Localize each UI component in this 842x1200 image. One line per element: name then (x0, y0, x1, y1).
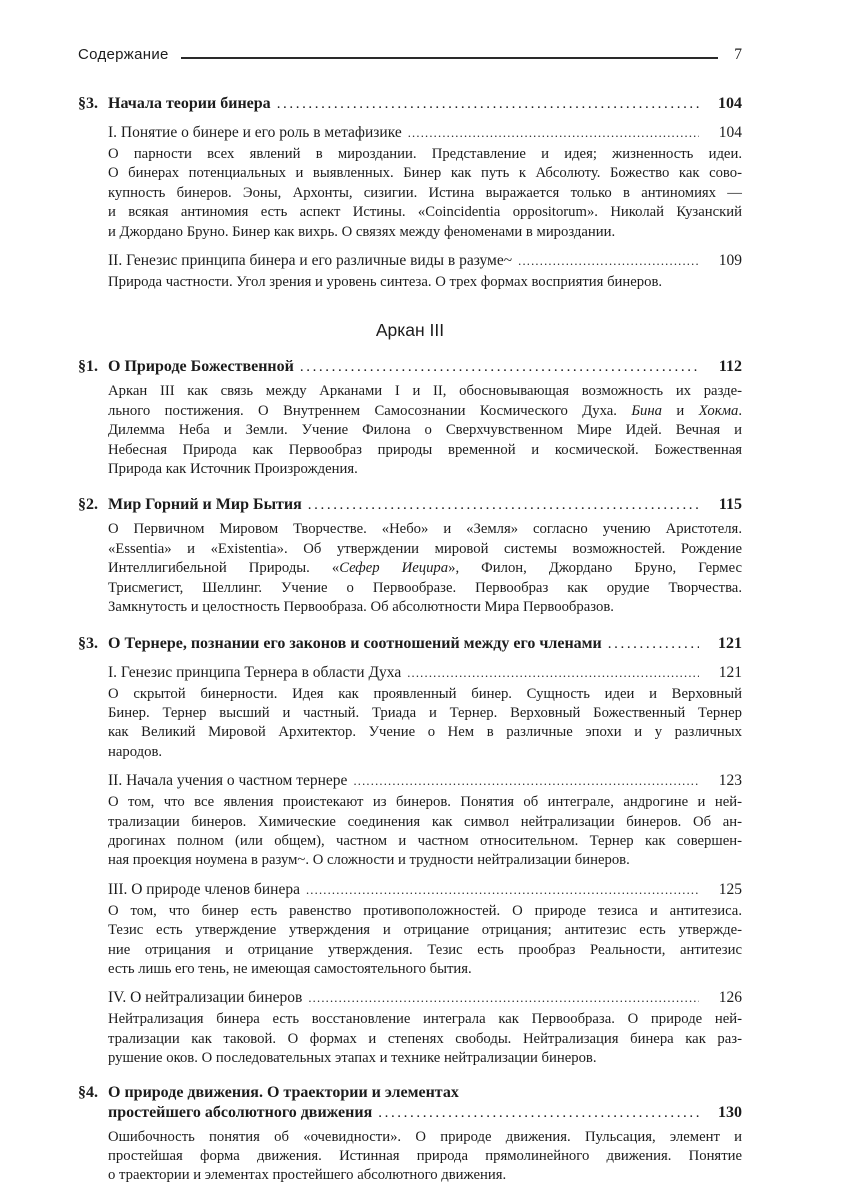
subsection-title: I. Генезис принципа Тернера в области Духа (108, 663, 402, 681)
toc-annotation-line: Бинер. Тернер высший и частный. Триада и Тернер. Верховный Божественный Тернер (108, 704, 742, 721)
toc-subsection-entry (78, 771, 742, 791)
running-head-rule (181, 57, 718, 59)
toc-annotation (108, 793, 742, 871)
running-head-title: Содержание (78, 46, 169, 63)
toc-annotation-line: Ошибочность понятия об «очевидности». О природе движения. Пульсация, элемент и (108, 1128, 742, 1145)
toc-annotation (108, 902, 742, 980)
toc-annotation-line: трализации бинеров. Химические соединения как символ нейтрализации бинеров. Об ан- (108, 813, 742, 830)
toc-annotation (108, 520, 742, 617)
toc-annotation-line: есть лишь его тень, не имеющая самостоятельного бытия. (108, 960, 472, 977)
toc-annotation-line: О Первичном Мировом Творчестве. «Небо» и «Земля» согласно учению Аристотеля. (108, 521, 742, 538)
subsection-page-number: 126 (718, 989, 742, 1007)
dotted-leader (300, 357, 699, 377)
dotted-leader (407, 663, 699, 683)
toc-annotation-line: О том, что все явления проистекают из бинеров. Понятия об интеграле, андрогине и ней- (108, 794, 742, 811)
toc-annotation-line: Дилемма Неба и Земли. Учение Филона о Сверхчувственном Мире Идей. Вечная и (108, 422, 742, 439)
toc-annotation-line: и Джордано Бруно. Бинер как вихрь. О связях между феноменами в мироздании. (108, 223, 616, 240)
section-page-number: 112 (718, 358, 742, 376)
section-title: Мир Горний и Мир Бытия (108, 496, 302, 514)
toc-subsection-entry (78, 663, 742, 683)
subsection-page-number: 109 (718, 252, 742, 270)
toc-annotation-line: Аркан III как связь между Арканами I и II, обосновывающая возможность их разде- (108, 383, 742, 400)
toc-annotation (108, 273, 742, 292)
section-title: О Тернере, познании его законов и соотношений между его членами (108, 634, 602, 652)
toc-annotation (108, 685, 742, 763)
toc-annotation (108, 382, 742, 479)
subsection-page-number: 123 (718, 772, 742, 790)
section-page-number: 121 (718, 634, 742, 652)
section-page-number: 115 (718, 496, 742, 514)
dotted-leader (308, 988, 699, 1008)
toc-subsection-entry (78, 123, 742, 143)
subsection-title: II. Начала учения о частном тернере (108, 772, 348, 790)
dotted-leader (408, 123, 699, 143)
dotted-leader (378, 1103, 699, 1123)
dotted-leader (353, 771, 699, 791)
toc-annotation-line: О том, что бинер есть равенство противоположностей. О природе тезиса и антитезиса. (108, 902, 742, 919)
toc-annotation-line: Природа как Источник Произрождения. (108, 461, 358, 478)
section-label: §4. (78, 1083, 98, 1101)
toc-annotation-line: ная проекция ноумена в разум~. О сложности и трудности нейтрализации бинеров. (108, 852, 630, 869)
section-label: §3. (78, 95, 98, 112)
toc-annotation-line: как Великий Мировой Архитектор. Учение о Нем в различные эпохи и у различных (108, 724, 742, 741)
toc-annotation-line: Интеллигибельной Природы. «Сефер Иецира», Филон, Джордано Бруно, Гермес (108, 560, 742, 577)
toc-annotation (108, 1128, 742, 1186)
toc-annotation-line: простейшая форма движения. Истинная природа прямолинейного движения. Понятие (108, 1148, 742, 1164)
toc-annotation-line: Тезис есть утверждение утверждения и отрицание отрицания; антитезис есть утвержде- (108, 922, 742, 939)
subsection-title: IV. О нейтрализации бинеров (108, 989, 303, 1007)
section-label: §3. (78, 634, 98, 652)
toc-annotation-line: трализации как таковой. О формах и степенях свободы. Нейтрализация бинера как раз- (108, 1030, 742, 1047)
running-head-page-number: 7 (734, 46, 742, 63)
toc-annotation-line: О парности всех явлений в мироздании. Представление и идея; жизненность идеи. (108, 146, 742, 162)
subsection-title: I. Понятие о бинере и его роль в метафизике (108, 124, 402, 141)
arcan-heading: Аркан III (375, 320, 445, 341)
toc-annotation-line: Небесная Природа как Первообраз природы временной и космической. Божественная (108, 441, 742, 458)
subsection-page-number: 104 (718, 124, 742, 141)
toc-annotation-line: и всякая антиномия есть аспект Истины. «Coincidentia oppositorum». Николай Кузанский (108, 204, 742, 221)
toc-annotation-line: О скрытой бинерности. Идея как проявленный бинер. Сущность идеи и Верховный (108, 685, 742, 702)
toc-section-entry (78, 357, 742, 377)
toc-section-entry (78, 94, 742, 114)
dotted-leader (277, 94, 699, 114)
toc-annotation-line: О бинерах потенциальных и выявленных. Бинер как путь к Абсолюту. Божество как сово- (108, 165, 742, 182)
dotted-leader (308, 495, 699, 515)
toc-annotation-line: народов. (108, 743, 163, 760)
toc-annotation-line: дрогинах полном (или общем), частном и частном относительном. Тернер как совершен- (108, 832, 742, 849)
section-title: Начала теории бинера (108, 95, 271, 112)
section-title-continued: простейшего абсолютного движения (108, 1103, 373, 1121)
toc-annotation (108, 1010, 742, 1068)
toc-annotation-line: о траектории и элементах простейшего абсолютного движения. (108, 1167, 507, 1184)
toc-annotation-line: рушение оков. О последовательных этапах и технике нейтрализации бинеров. (108, 1050, 597, 1067)
section-page-number: 130 (718, 1103, 742, 1121)
toc-subsection-entry (78, 880, 742, 900)
toc-subsection-entry (78, 988, 742, 1008)
section-page-number: 104 (718, 95, 742, 112)
subsection-title: III. О природе членов бинера (108, 880, 300, 898)
toc-annotation-line: купность бинеров. Эоны, Архонты, сизигии. Истина выражается только в антиномиях — (108, 184, 742, 201)
toc-section-entry (78, 634, 742, 654)
toc-annotation-line: льного постижения. О Внутреннем Самосознании Космического Духа. Бина и Хокма. (108, 402, 742, 419)
toc-annotation-line: Природа частности. Угол зрения и уровень синтеза. О трех формах восприятия бинеров. (108, 274, 663, 291)
toc-annotation (108, 145, 742, 242)
section-label: §2. (78, 496, 98, 514)
section-title: О природе движения. О траектории и элементах (108, 1083, 459, 1101)
toc-subsection-entry (78, 251, 742, 271)
running-head (78, 46, 742, 64)
section-label: §1. (78, 358, 98, 376)
toc-annotation-line: Замкнутость и целостность Первообраза. Об абсолютности Мира Первообразов. (108, 599, 614, 616)
dotted-leader (518, 251, 699, 271)
section-title: О Природе Божественной (108, 358, 294, 376)
toc-annotation-line: ние отрицания и отрицание утверждения. Тезис есть прообраз Реальности, антитезис (108, 941, 742, 958)
subsection-title: II. Генезис принципа бинера и его различные виды в разуме~ (108, 252, 513, 270)
subsection-page-number: 125 (718, 880, 742, 898)
dotted-leader (306, 880, 699, 900)
toc-section-entry (78, 495, 742, 515)
dotted-leader (608, 634, 699, 654)
subsection-page-number: 121 (718, 663, 742, 681)
toc-annotation-line: Нейтрализация бинера есть восстановление интеграла как Первообраза. О природе ней- (108, 1011, 742, 1028)
toc-annotation-line: Трисмегист, Шеллинг. Учение о Первообразе. Первообраз как орудие Творчества. (108, 579, 742, 596)
toc-section-entry (78, 1083, 742, 1123)
toc-annotation-line: «Essentia» и «Existentia». Об утверждении мировой системы возможностей. Рождение (108, 540, 742, 557)
